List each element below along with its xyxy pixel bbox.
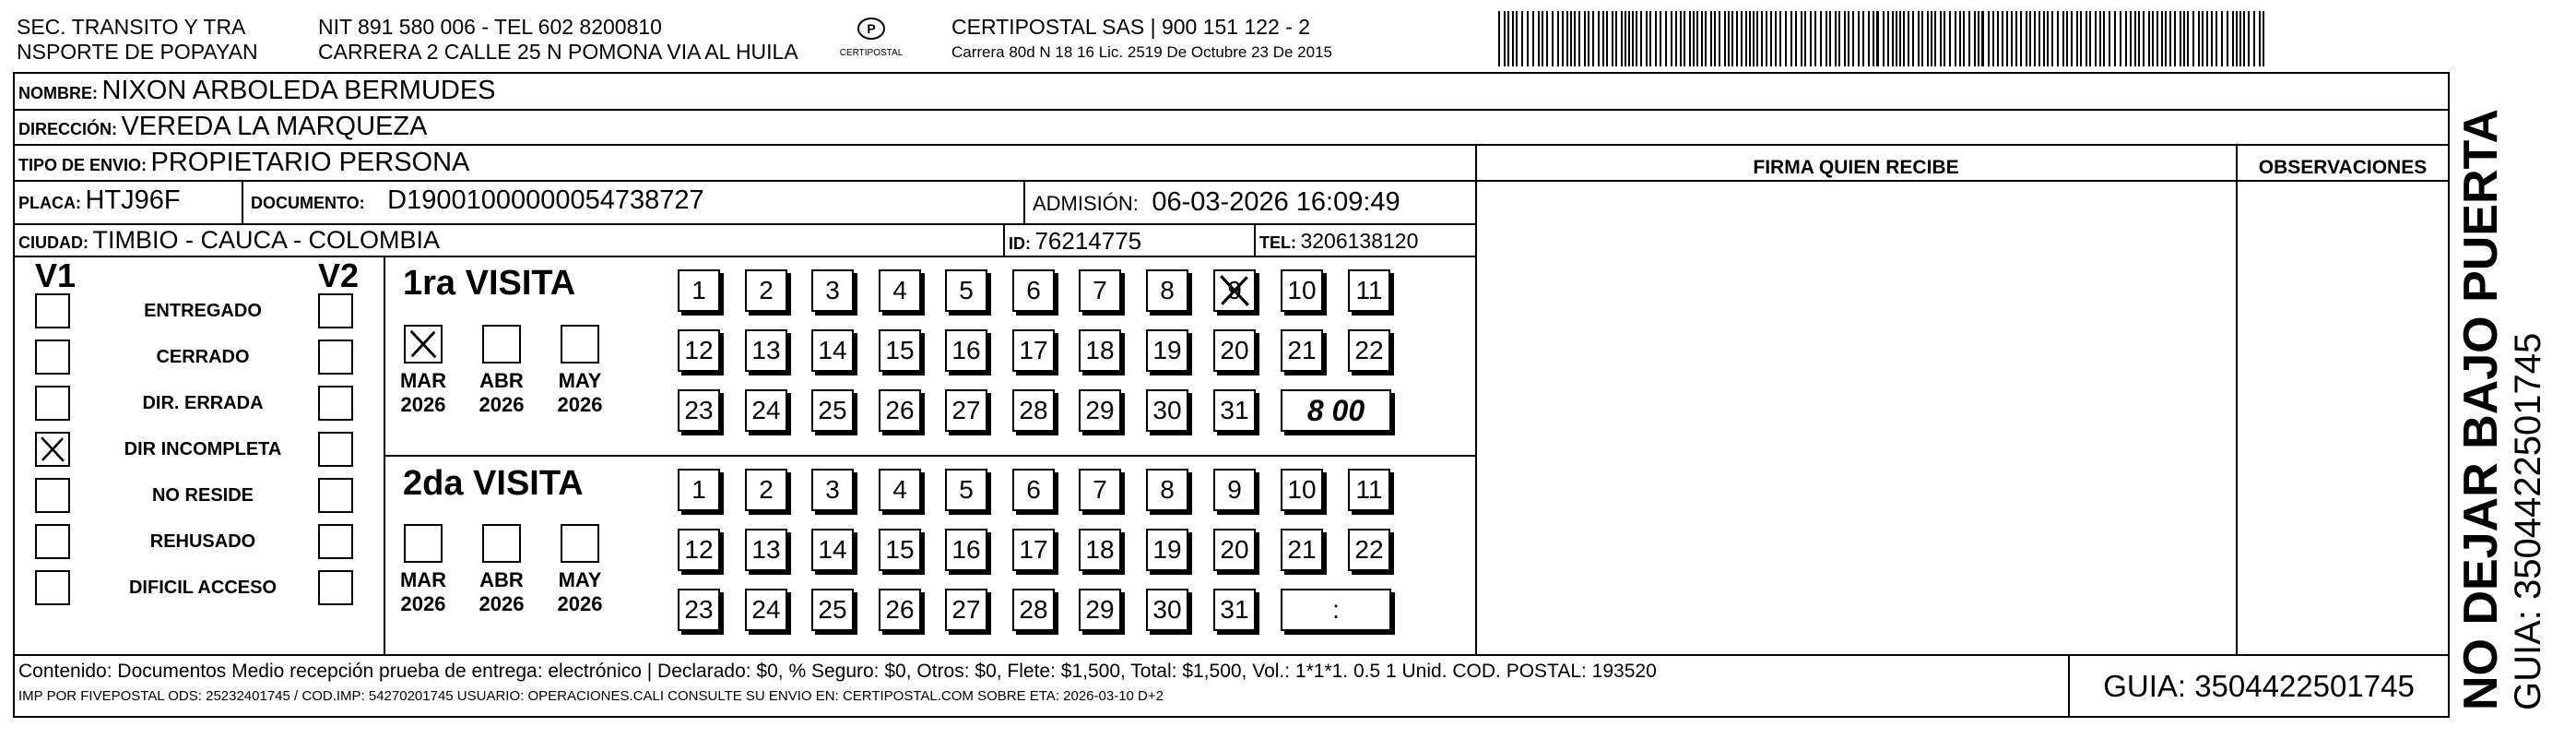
admision-cell <box>1033 187 1400 218</box>
first-visit-day-box[interactable]: 19 <box>1146 329 1188 372</box>
second-visit-day-box[interactable]: 17 <box>1012 529 1055 571</box>
first-visit-day-box[interactable]: 5 <box>945 269 987 312</box>
second-visit-day-box[interactable]: 2 <box>745 469 787 511</box>
tel-cell <box>1259 229 1418 254</box>
first-visit-day-box[interactable]: 25 <box>811 389 854 432</box>
first-visit-month-label: ABR 2026 <box>479 369 525 416</box>
row-divider <box>13 180 2450 182</box>
logo-text: CERTIPOSTAL <box>839 48 904 58</box>
observaciones-header <box>2238 157 2448 179</box>
footer-content-line: Contenido: Documentos Medio recepción prueba de entrega: electrónico | Declarado: $0, % Seguro: $0, Otros: $0, Flete: $1,500, Total: $1,500, Vol.: 1*1*1. 0.5 1 Unid. COD. POSTAL: 193520 <box>18 661 1657 682</box>
tipo-envio-row <box>18 148 469 178</box>
certipostal-logo <box>834 13 908 61</box>
second-visit-month-label: ABR 2026 <box>479 568 525 615</box>
first-visit-month-label: MAY 2026 <box>557 369 603 416</box>
firma-label: FIRMA QUIEN RECIBE <box>1753 157 1959 178</box>
col-divider <box>1003 223 1005 256</box>
first-visit-day-box[interactable]: 12 <box>678 329 720 372</box>
second-visit-day-box[interactable]: 13 <box>745 529 787 571</box>
second-visit-day-box[interactable]: 18 <box>1079 529 1121 571</box>
col-divider <box>1254 223 1256 256</box>
direccion-row <box>18 112 427 142</box>
second-visit-day-box[interactable]: 22 <box>1348 529 1390 571</box>
second-visit-day-box[interactable]: 20 <box>1213 529 1256 571</box>
second-visit-day-box[interactable]: 21 <box>1281 529 1323 571</box>
first-visit-day-box[interactable]: 15 <box>879 329 921 372</box>
ciudad-value: TIMBIO - CAUCA - COLOMBIA <box>92 226 440 254</box>
first-visit-month-label: MAR 2026 <box>399 369 447 416</box>
placa-cell <box>18 185 181 216</box>
status-option-label: ENTREGADO <box>144 301 262 321</box>
second-visit-day-box[interactable]: 30 <box>1146 589 1188 631</box>
second-visit-day-box[interactable]: 3 <box>811 469 854 511</box>
first-visit-day-box[interactable]: 27 <box>945 389 987 432</box>
second-visit-day-box[interactable]: 1 <box>678 469 720 511</box>
second-visit-day-box[interactable]: 26 <box>879 589 921 631</box>
footer-impression-line: IMP POR FIVEPOSTAL ODS: 25232401745 / COD.IMP: 54270201745 USUARIO: OPERACIONES.CALI CONSULTE SU ENVIO EN: CERTIPOSTAL.COM SOBRE ETA: 2026-03-10 D+2 <box>18 688 1164 704</box>
footer-guia: GUIA: 3504422501745 <box>2103 669 2415 703</box>
first-visit-day-box[interactable]: 11 <box>1348 269 1390 312</box>
first-visit-day-box[interactable]: 6 <box>1012 269 1055 312</box>
v2-checkbox[interactable] <box>318 340 353 375</box>
first-visit-day-box[interactable]: 24 <box>745 389 787 432</box>
visit-divider <box>384 455 1475 457</box>
nombre-row <box>18 76 496 106</box>
second-visit-day-box[interactable]: 23 <box>678 589 720 631</box>
id-cell <box>1009 227 1141 256</box>
tipo-envio-label: TIPO DE ENVIO: <box>18 156 148 174</box>
first-visit-day-box[interactable]: 10 <box>1281 269 1323 312</box>
first-visit-day-box[interactable]: 3 <box>811 269 854 312</box>
nit-line-2: CARRERA 2 CALLE 25 N POMONA VIA AL HUILA <box>318 40 798 64</box>
nit-block <box>318 15 798 65</box>
second-visit-day-box[interactable]: 6 <box>1012 469 1055 511</box>
admision-label: ADMISIÓN: <box>1033 192 1139 215</box>
nombre-label: NOMBRE: <box>18 84 98 102</box>
second-visit-day-box[interactable]: 11 <box>1348 469 1390 511</box>
second-visit-day-box[interactable]: 10 <box>1281 469 1323 511</box>
second-visit-day-box[interactable]: 27 <box>945 589 987 631</box>
v1-checkbox[interactable] <box>35 570 70 605</box>
first-visit-day-box[interactable]: 23 <box>678 389 720 432</box>
status-option-label: REHUSADO <box>149 531 256 552</box>
tel-label: TEL: <box>1259 233 1296 252</box>
tel-value: 3206138120 <box>1300 229 1419 253</box>
first-visit-time-box[interactable]: 8 00 <box>1281 389 1391 432</box>
first-visit-day-box[interactable]: 14 <box>811 329 854 372</box>
first-visit-day-box[interactable]: 30 <box>1146 389 1188 432</box>
row-divider <box>13 144 2450 146</box>
first-visit-day-box[interactable]: 28 <box>1012 389 1055 432</box>
v1-checkbox[interactable] <box>35 478 70 513</box>
v2-checkbox[interactable] <box>318 570 353 605</box>
admision-value: 06-03-2026 16:09:49 <box>1152 187 1400 217</box>
barcode <box>1498 11 2271 66</box>
org-name <box>17 15 258 65</box>
first-visit-day-box[interactable]: 13 <box>745 329 787 372</box>
second-visit-day-box[interactable]: 5 <box>945 469 987 511</box>
v1-checkbox[interactable] <box>35 340 70 375</box>
org-line-1: SEC. TRANSITO Y TRA <box>17 15 246 39</box>
status-option-label: CERRADO <box>156 347 250 367</box>
documento-value: D19001000000054738727 <box>387 185 704 215</box>
second-visit-time-box[interactable]: : <box>1281 589 1391 631</box>
second-visit-day-box[interactable]: 15 <box>879 529 921 571</box>
col-divider <box>1023 180 1025 223</box>
first-visit-day-box[interactable]: 22 <box>1348 329 1390 372</box>
direccion-label: DIRECCIÓN: <box>18 120 117 138</box>
first-visit-day-box[interactable]: 29 <box>1079 389 1121 432</box>
company-block <box>951 15 1332 65</box>
v2-label: V2 <box>318 256 360 294</box>
second-visit-day-box[interactable]: 25 <box>811 589 854 631</box>
first-visit-day-box[interactable]: 20 <box>1213 329 1256 372</box>
v2-checkbox[interactable] <box>318 524 353 559</box>
v1-checkbox[interactable] <box>35 386 70 421</box>
first-visit-day-box[interactable]: 21 <box>1281 329 1323 372</box>
first-visit-month-checkbox[interactable] <box>561 325 599 364</box>
v2-checkbox[interactable] <box>318 432 353 467</box>
org-line-2: NSPORTE DE POPAYAN <box>17 40 258 64</box>
first-visit-day-box[interactable]: 16 <box>945 329 987 372</box>
nit-line-1: NIT 891 580 006 - TEL 602 8200810 <box>318 15 662 39</box>
company-line-1: CERTIPOSTAL SAS | 900 151 122 - 2 <box>951 15 1311 39</box>
first-visit-day-box[interactable]: 9 <box>1213 269 1256 312</box>
second-visit-day-box[interactable]: 31 <box>1213 589 1256 631</box>
second-visit-day-box[interactable]: 7 <box>1079 469 1121 511</box>
status-option-label: DIR. ERRADA <box>142 393 264 413</box>
svg-text:P: P <box>867 21 876 36</box>
first-visit-day-box[interactable]: 1 <box>678 269 720 312</box>
placa-label: PLACA: <box>18 194 81 212</box>
second-visit-day-box[interactable]: 29 <box>1079 589 1121 631</box>
nombre-value: NIXON ARBOLEDA BERMUDES <box>101 76 496 105</box>
no-dejar-warning: NO DEJAR BAJO PUERTA <box>2454 108 2508 710</box>
second-visit-day-box[interactable]: 28 <box>1012 589 1055 631</box>
first-visit-title: 1ra VISITA <box>403 264 576 303</box>
second-visit-month-checkbox[interactable] <box>561 524 599 563</box>
second-visit-day-box[interactable]: 16 <box>945 529 987 571</box>
second-visit-day-box[interactable]: 14 <box>811 529 854 571</box>
first-visit-month-checkbox[interactable] <box>482 325 521 364</box>
second-visit-month-checkbox[interactable] <box>404 524 443 563</box>
observaciones-label: OBSERVACIONES <box>2258 157 2428 178</box>
row-divider <box>13 654 2450 656</box>
second-visit-day-box[interactable]: 4 <box>879 469 921 511</box>
direccion-value: VEREDA LA MARQUEZA <box>121 112 428 141</box>
row-divider <box>13 109 2450 111</box>
v2-checkbox[interactable] <box>318 293 353 328</box>
first-visit-day-box[interactable]: 2 <box>745 269 787 312</box>
second-visit-title: 2da VISITA <box>403 464 584 503</box>
second-visit-month-label: MAR 2026 <box>399 568 447 615</box>
placa-value: HTJ96F <box>85 185 181 215</box>
side-guia: GUIA: 3504422501745 <box>2508 332 2548 710</box>
v1-checkbox[interactable] <box>35 432 70 467</box>
first-visit-day-box[interactable]: 31 <box>1213 389 1256 432</box>
second-visit-day-box[interactable]: 8 <box>1146 469 1188 511</box>
status-option-label: DIFICIL ACCESO <box>128 578 277 598</box>
tipo-envio-value: PROPIETARIO PERSONA <box>150 148 470 177</box>
documento-label: DOCUMENTO: <box>251 194 365 212</box>
side-vertical-text <box>2454 65 2565 710</box>
ciudad-cell <box>18 226 440 255</box>
second-visit-month-label: MAY 2026 <box>557 568 603 615</box>
ciudad-label: CIUDAD: <box>18 233 89 252</box>
row-divider <box>13 256 1476 257</box>
status-option-label: DIR INCOMPLETA <box>124 439 282 459</box>
second-visit-month-checkbox[interactable] <box>482 524 521 563</box>
first-visit-day-box[interactable]: 18 <box>1079 329 1121 372</box>
id-label: ID: <box>1009 234 1031 253</box>
id-value: 76214775 <box>1034 227 1142 255</box>
first-visit-day-box[interactable]: 4 <box>879 269 921 312</box>
status-option-label: NO RESIDE <box>151 485 254 506</box>
second-visit-day-box[interactable]: 19 <box>1146 529 1188 571</box>
v1-checkbox[interactable] <box>35 293 70 328</box>
first-visit-day-box[interactable]: 7 <box>1079 269 1121 312</box>
first-visit-day-box[interactable]: 26 <box>879 389 921 432</box>
v1-label: V1 <box>35 256 77 294</box>
col-divider <box>242 180 243 224</box>
firma-header <box>1477 157 2235 179</box>
col-divider <box>1475 144 1477 654</box>
col-divider <box>2236 144 2238 654</box>
first-visit-day-box[interactable]: 8 <box>1146 269 1188 312</box>
documento-cell <box>251 185 704 216</box>
v2-checkbox[interactable] <box>318 478 353 513</box>
second-visit-day-box[interactable]: 24 <box>745 589 787 631</box>
row-divider <box>13 223 1476 225</box>
second-visit-day-box[interactable]: 9 <box>1213 469 1256 511</box>
v2-checkbox[interactable] <box>318 386 353 421</box>
v1-checkbox[interactable] <box>35 524 70 559</box>
first-visit-day-box[interactable]: 17 <box>1012 329 1055 372</box>
second-visit-day-box[interactable]: 12 <box>678 529 720 571</box>
first-visit-month-checkbox[interactable] <box>404 325 443 364</box>
company-line-2: Carrera 80d N 18 16 Lic. 2519 De Octubre 23 De 2015 <box>951 43 1332 61</box>
